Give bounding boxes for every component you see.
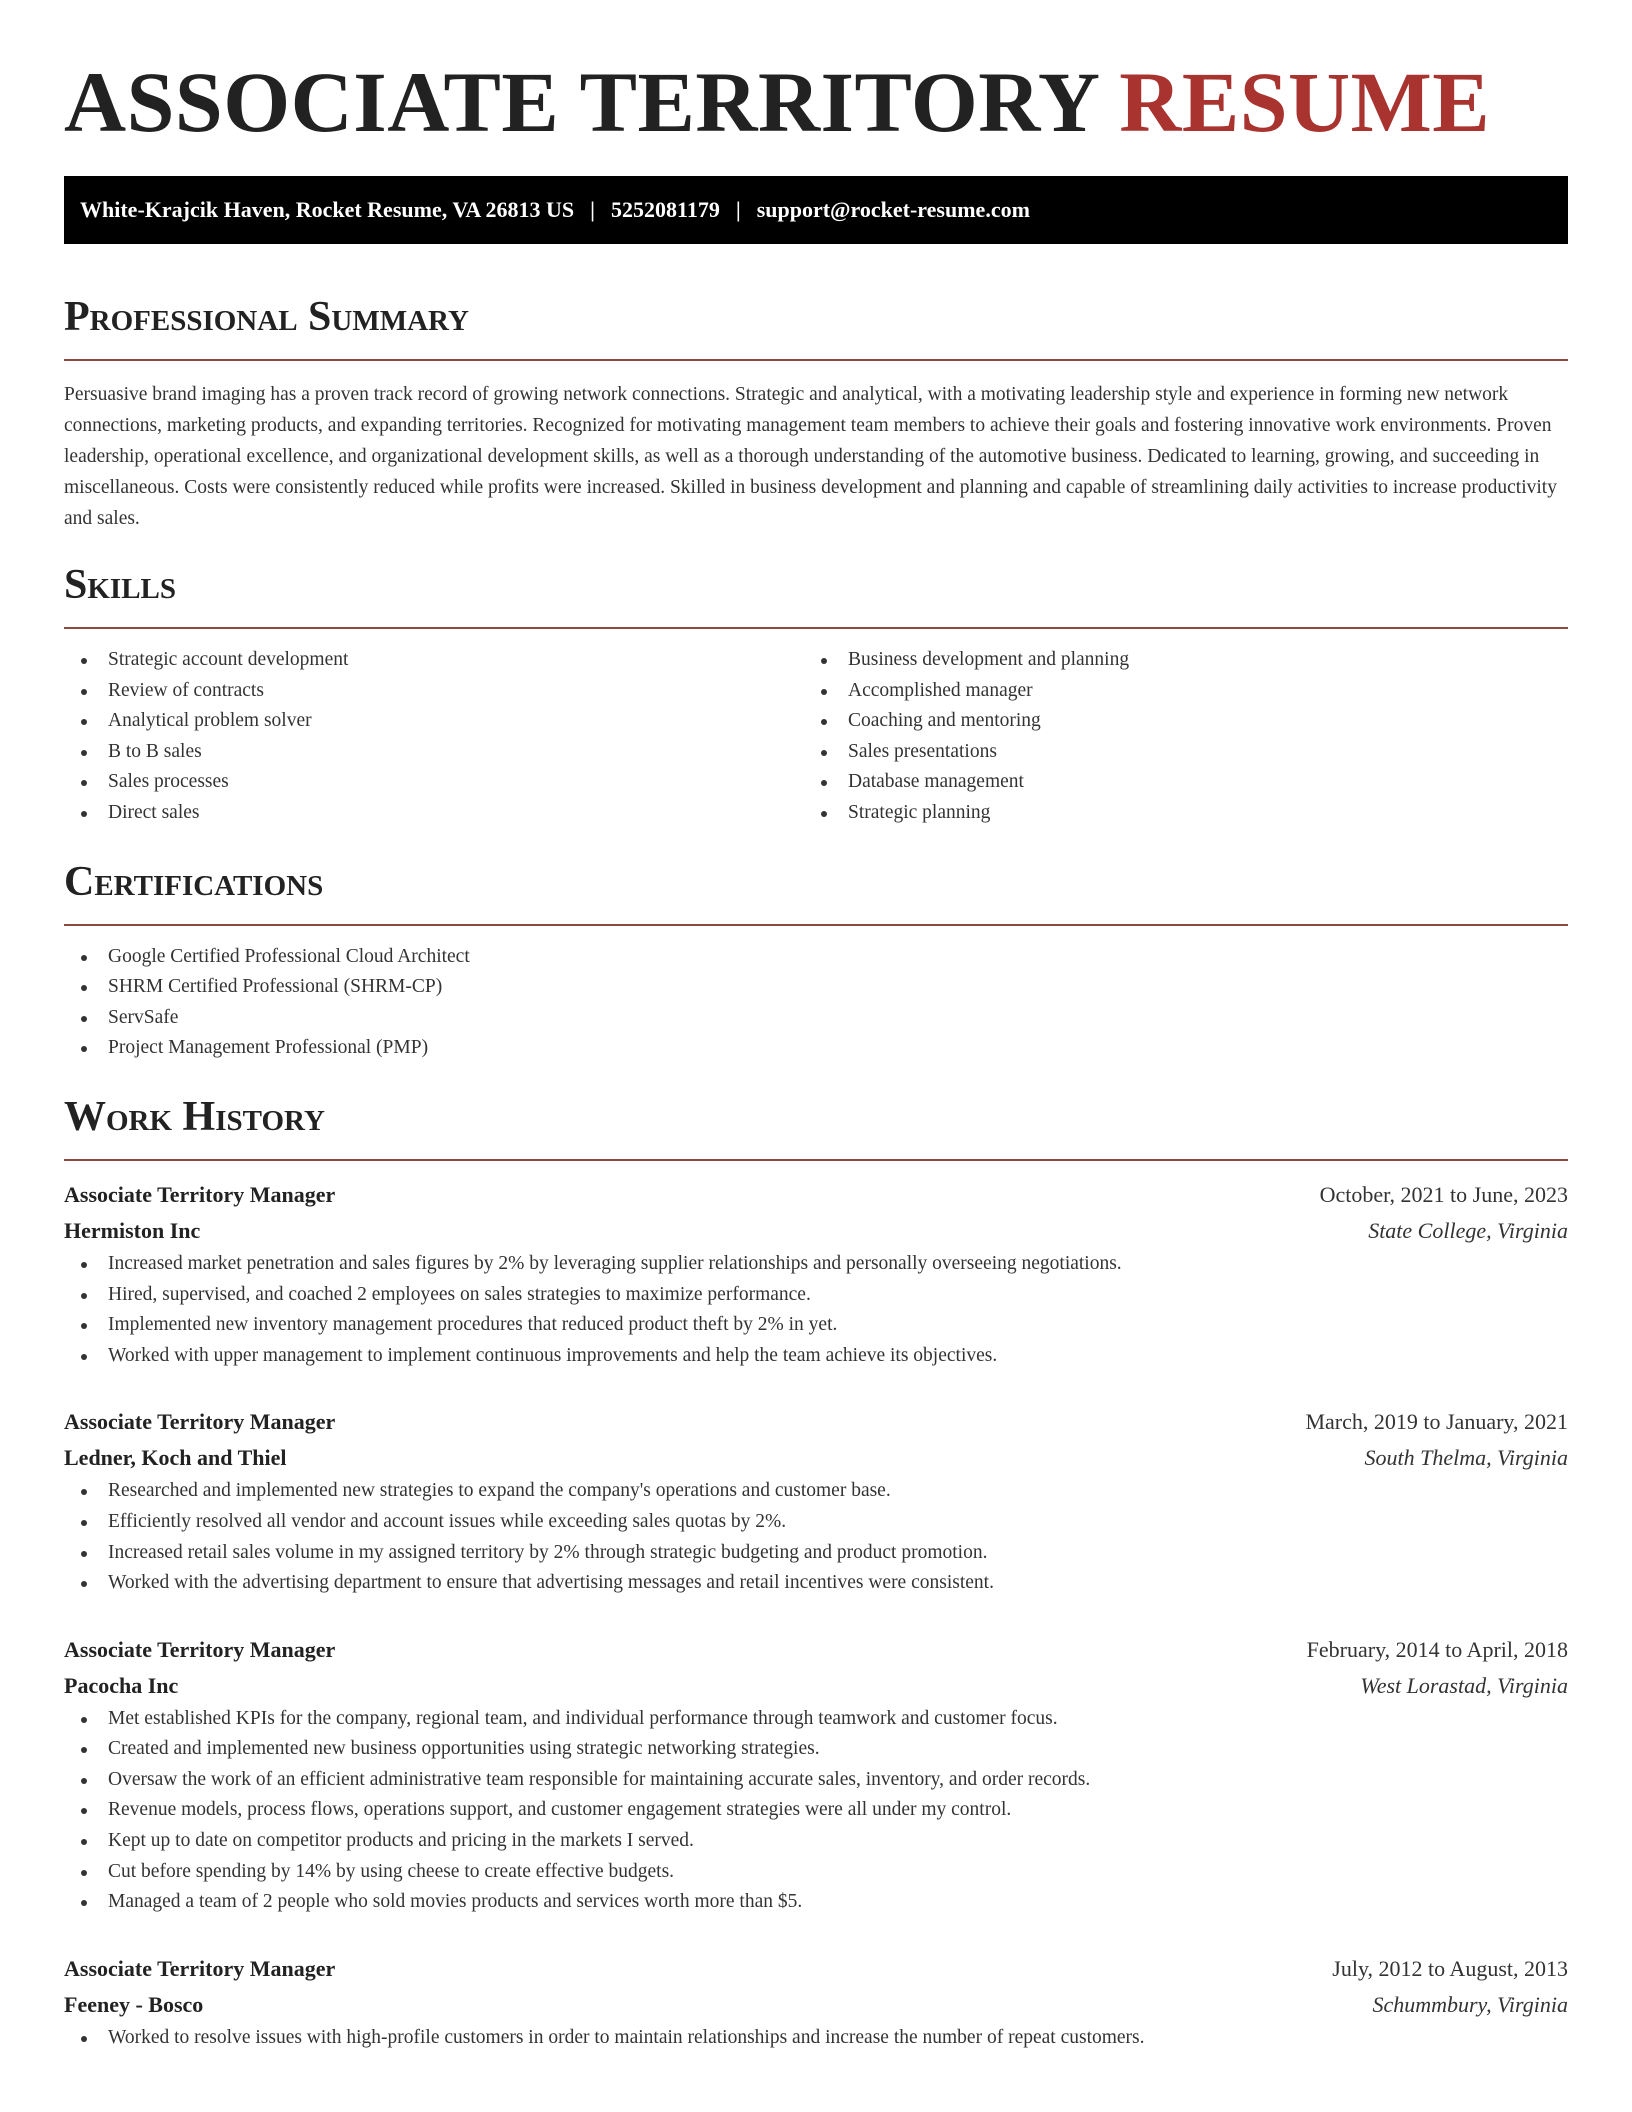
job-company: Ledner, Koch and Thiel: [64, 1445, 287, 1471]
job-bullet: Revenue models, process flows, operations support, and customer engagement strategies were all under my control.: [64, 1795, 1568, 1826]
job-company: Pacocha Inc: [64, 1672, 179, 1698]
section-heading: Skills: [64, 562, 177, 608]
skill-item: Business development and planning: [804, 645, 1544, 676]
job-title: Associate Territory Manager: [64, 1409, 336, 1435]
skill-item: Strategic account development: [64, 645, 804, 676]
job-bullets: [64, 1704, 1568, 1918]
job-dates: February, 2014 to April, 2018: [1306, 1636, 1568, 1662]
job-bullet: Managed a team of 2 people who sold movies products and services worth more than $5.: [64, 1887, 1568, 1918]
job-bullets: [64, 1249, 1568, 1371]
job-bullet: Oversaw the work of an efficient administrative team responsible for maintaining accurate sales, inventory, and order records.: [64, 1765, 1568, 1796]
section-divider: [64, 627, 1568, 629]
job-bullet: Implemented new inventory management procedures that reduced product theft by 2% in yet.: [64, 1310, 1568, 1341]
summary-section: [64, 292, 1568, 534]
job-company: Feeney - Bosco: [64, 1991, 204, 2017]
job-bullet: Kept up to date on competitor products and pricing in the markets I served.: [64, 1826, 1568, 1857]
job-entry: [64, 1404, 1568, 1598]
work-history-section: [64, 1092, 1568, 2054]
skill-item: B to B sales: [64, 737, 804, 768]
skill-item: Analytical problem solver: [64, 706, 804, 737]
skill-item: Database management: [804, 767, 1544, 798]
job-bullets: [64, 2023, 1568, 2054]
certifications-list: [64, 942, 1568, 1064]
job-entry: [64, 1951, 1568, 2054]
job-company: Hermiston Inc: [64, 1217, 201, 1243]
skills-list-left: [64, 645, 804, 829]
skill-item: Sales processes: [64, 767, 804, 798]
resume-title: [64, 0, 1568, 150]
job-location: West Lorastad, Virginia: [1360, 1672, 1568, 1698]
skill-item: Sales presentations: [804, 737, 1544, 768]
job-bullet: Created and implemented new business opportunities using strategic networking strategies.: [64, 1734, 1568, 1765]
job-header: [64, 1177, 1568, 1213]
job-subheader: [64, 1668, 1568, 1704]
contact-separator: |: [735, 197, 741, 222]
certification-item: Google Certified Professional Cloud Architect: [64, 942, 1568, 973]
job-location: South Thelma, Virginia: [1364, 1445, 1568, 1471]
certification-item: Project Management Professional (PMP): [64, 1033, 1568, 1064]
contact-phone: 5252081179: [611, 197, 720, 222]
job-dates: July, 2012 to August, 2013: [1332, 1955, 1568, 1981]
skill-item: Accomplished manager: [804, 676, 1544, 707]
job-bullet: Met established KPIs for the company, regional team, and individual performance through teamwork and customer focus.: [64, 1704, 1568, 1735]
contact-email: support@rocket-resume.com: [756, 197, 1030, 222]
title-main: ASSOCIATE TERRITORY: [64, 54, 1098, 150]
job-subheader: [64, 1213, 1568, 1249]
section-heading: Work History: [64, 1093, 325, 1140]
title-accent: RESUME: [1119, 54, 1491, 150]
section-divider: [64, 359, 1568, 361]
job-title: Associate Territory Manager: [64, 1636, 336, 1662]
skill-item: Review of contracts: [64, 676, 804, 707]
job-bullets: [64, 1476, 1568, 1598]
job-subheader: [64, 1440, 1568, 1476]
skills-section: [64, 560, 1568, 829]
contact-address: White-Krajcik Haven, Rocket Resume, VA 26813 US: [80, 197, 575, 222]
job-bullet: Worked with the advertising department to ensure that advertising messages and retail incentives were consistent.: [64, 1568, 1568, 1599]
resume-page: [64, 0, 1568, 2053]
job-bullet: Hired, supervised, and coached 2 employees on sales strategies to maximize performance.: [64, 1280, 1568, 1311]
job-title: Associate Territory Manager: [64, 1181, 336, 1207]
certifications-section: [64, 857, 1568, 1064]
job-bullet: Increased retail sales volume in my assigned territory by 2% through strategic budgeting and product promotion.: [64, 1538, 1568, 1569]
job-header: [64, 1632, 1568, 1668]
job-header: [64, 1404, 1568, 1440]
skill-item: Direct sales: [64, 798, 804, 829]
certification-item: ServSafe: [64, 1003, 1568, 1034]
summary-text: Persuasive brand imaging has a proven track record of growing network connections. Strategic and analytical, with a motivating leadership style and experience in forming new network connections, marketing products, and expanding territories. Recognized for motivating management team members to achieve their goals and fostering innovative work environments. Proven leadership, operational excellence, and organizational development skills, as well as a thorough understanding of the automotive business. Dedicated to learning, growing, and succeeding in miscellaneous. Costs were consistently reduced while profits were increased. Skilled in business development and planning and capable of streamlining daily activities to increase productivity and sales.: [64, 384, 1557, 529]
job-header: [64, 1951, 1568, 1987]
section-heading: Professional Summary: [64, 294, 469, 340]
contact-bar: [64, 176, 1568, 244]
job-entry: [64, 1177, 1568, 1371]
job-bullet: Efficiently resolved all vendor and account issues while exceeding sales quotas by 2%.: [64, 1507, 1568, 1538]
job-dates: October, 2021 to June, 2023: [1319, 1181, 1568, 1207]
skill-item: Strategic planning: [804, 798, 1544, 829]
section-divider: [64, 924, 1568, 926]
job-bullet: Cut before spending by 14% by using cheese to create effective budgets.: [64, 1857, 1568, 1888]
job-subheader: [64, 1987, 1568, 2023]
section-divider: [64, 1159, 1568, 1161]
skill-item: Coaching and mentoring: [804, 706, 1544, 737]
certification-item: SHRM Certified Professional (SHRM-CP): [64, 972, 1568, 1003]
contact-separator: |: [590, 197, 596, 222]
job-entry: [64, 1632, 1568, 1918]
job-bullet: Worked with upper management to implement continuous improvements and help the team achieve its objectives.: [64, 1341, 1568, 1372]
job-location: Schummbury, Virginia: [1372, 1991, 1568, 2017]
job-dates: March, 2019 to January, 2021: [1305, 1409, 1568, 1435]
skills-grid: [64, 645, 1568, 829]
job-bullet: Worked to resolve issues with high-profile customers in order to maintain relationships and increase the number of repeat customers.: [64, 2023, 1568, 2054]
job-title: Associate Territory Manager: [64, 1955, 336, 1981]
section-heading: Certifications: [64, 858, 324, 905]
job-bullet: Increased market penetration and sales figures by 2% by leveraging supplier relationships and personally overseeing negotiations.: [64, 1249, 1568, 1280]
job-location: State College, Virginia: [1368, 1217, 1568, 1243]
skills-list-right: [804, 645, 1544, 829]
job-bullet: Researched and implemented new strategies to expand the company's operations and customer base.: [64, 1476, 1568, 1507]
